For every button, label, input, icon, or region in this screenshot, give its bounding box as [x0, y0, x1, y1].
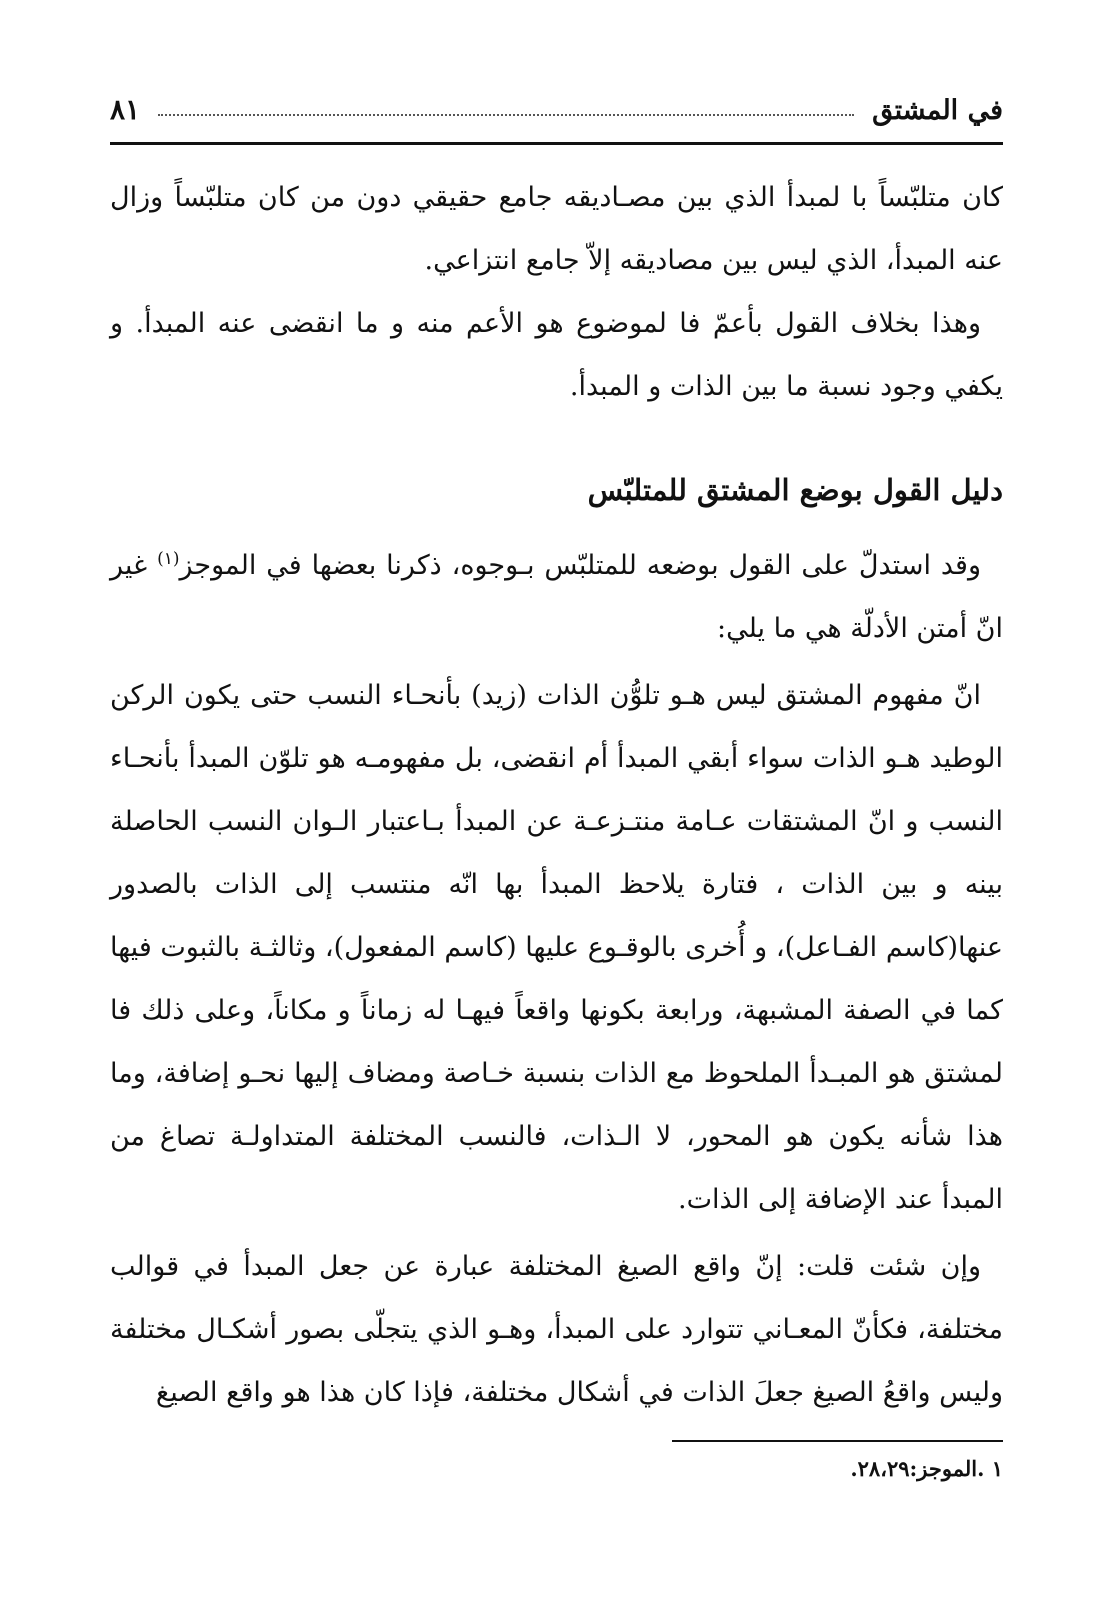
page-body	[110, 166, 1003, 1424]
footnote: ١ .الموجز:٢٨،٢٩.	[850, 1456, 1003, 1481]
dotted-leader	[158, 114, 854, 116]
section-heading: دليل القول بوضع المشتق للمتلبّس	[587, 473, 1003, 507]
header-rule	[110, 142, 1003, 145]
footnote-rule	[672, 1440, 1003, 1442]
section-body: انّ مفهوم المشتق ليس هـو تلوُّن الذات (زيد) بأنحـاء النسب حتى يكون الركن الوطيد هـو الذات سواء أبقي المبدأ أم انقضى، بل مفهومـه هو تلوّن المبدأ بأنحـاء النسب و انّ المشتقات عـامة منتـزعـة عن المبدأ بـاعتبار الـوان النسب الحاصلة بينه و بين الذات ، فتارة يلاحظ المبدأ بها انّه منتسب إلى الذات بالصدور عنها(كاسم الفـاعل)، و أُخرى بالوقـوع عليها (كاسم المفعول)، وثالثـة بالثبوت فيها كما في الصفة المشبهة، ورابعة بكونها واقعاً فيهـا له زماناً و مكاناً، وعلى ذلك فا لمشتق هو المبـدأ الملحوظ مع الذات بنسبة خـاصة ومضاف إليها نحـو إضافة، وما هذا شأنه يكون هو المحور، لا الـذات، فالنسب المختلفة المتداولـة تصاغ من المبدأ عند الإضافة إلى الذات.	[110, 680, 1003, 1215]
running-title: في المشتق	[872, 95, 1003, 126]
section-closing: وإن شئت قلت: إنّ واقع الصيغ المختلفة عبارة عن جعل المبدأ في قوالب مختلفة، فكأنّ المعـاني تتوارد على المبدأ، وهـو الذي يتجلّى بصور أشكـال مختلفة وليس واقعُ الصيغ جعلَ الذات في أشكال مختلفة، فإذا كان هذا هو واقع الصيغ	[110, 1251, 1003, 1408]
footnote-ref: (١)	[157, 549, 180, 569]
page-number: ٨١	[110, 93, 141, 126]
section-intro	[110, 528, 1003, 660]
paragraph-2: وهذا بخلاف القول بأعمّ فا لموضوع هو الأعم منه و ما انقضى عنه المبدأ. و يكفي وجود نسبة ما بين الذات و المبدأ.	[110, 308, 1003, 402]
section-intro-text: وقد استدلّ على القول بوضعه للمتلبّس بـوجوه، ذكرنا بعضها في الموجز	[179, 550, 981, 581]
page-header	[110, 82, 1003, 126]
section-intro-end: غير انّ أمتن الأدلّة هي ما يلي:	[110, 550, 1003, 644]
paragraph-1: كان متلبّساً با لمبدأ الذي بين مصـاديقه جامع حقيقي دون من كان متلبّساً وزال عنه المبدأ، الذي ليس بين مصاديقه إلاّ جامع انتزاعي.	[110, 182, 1003, 276]
